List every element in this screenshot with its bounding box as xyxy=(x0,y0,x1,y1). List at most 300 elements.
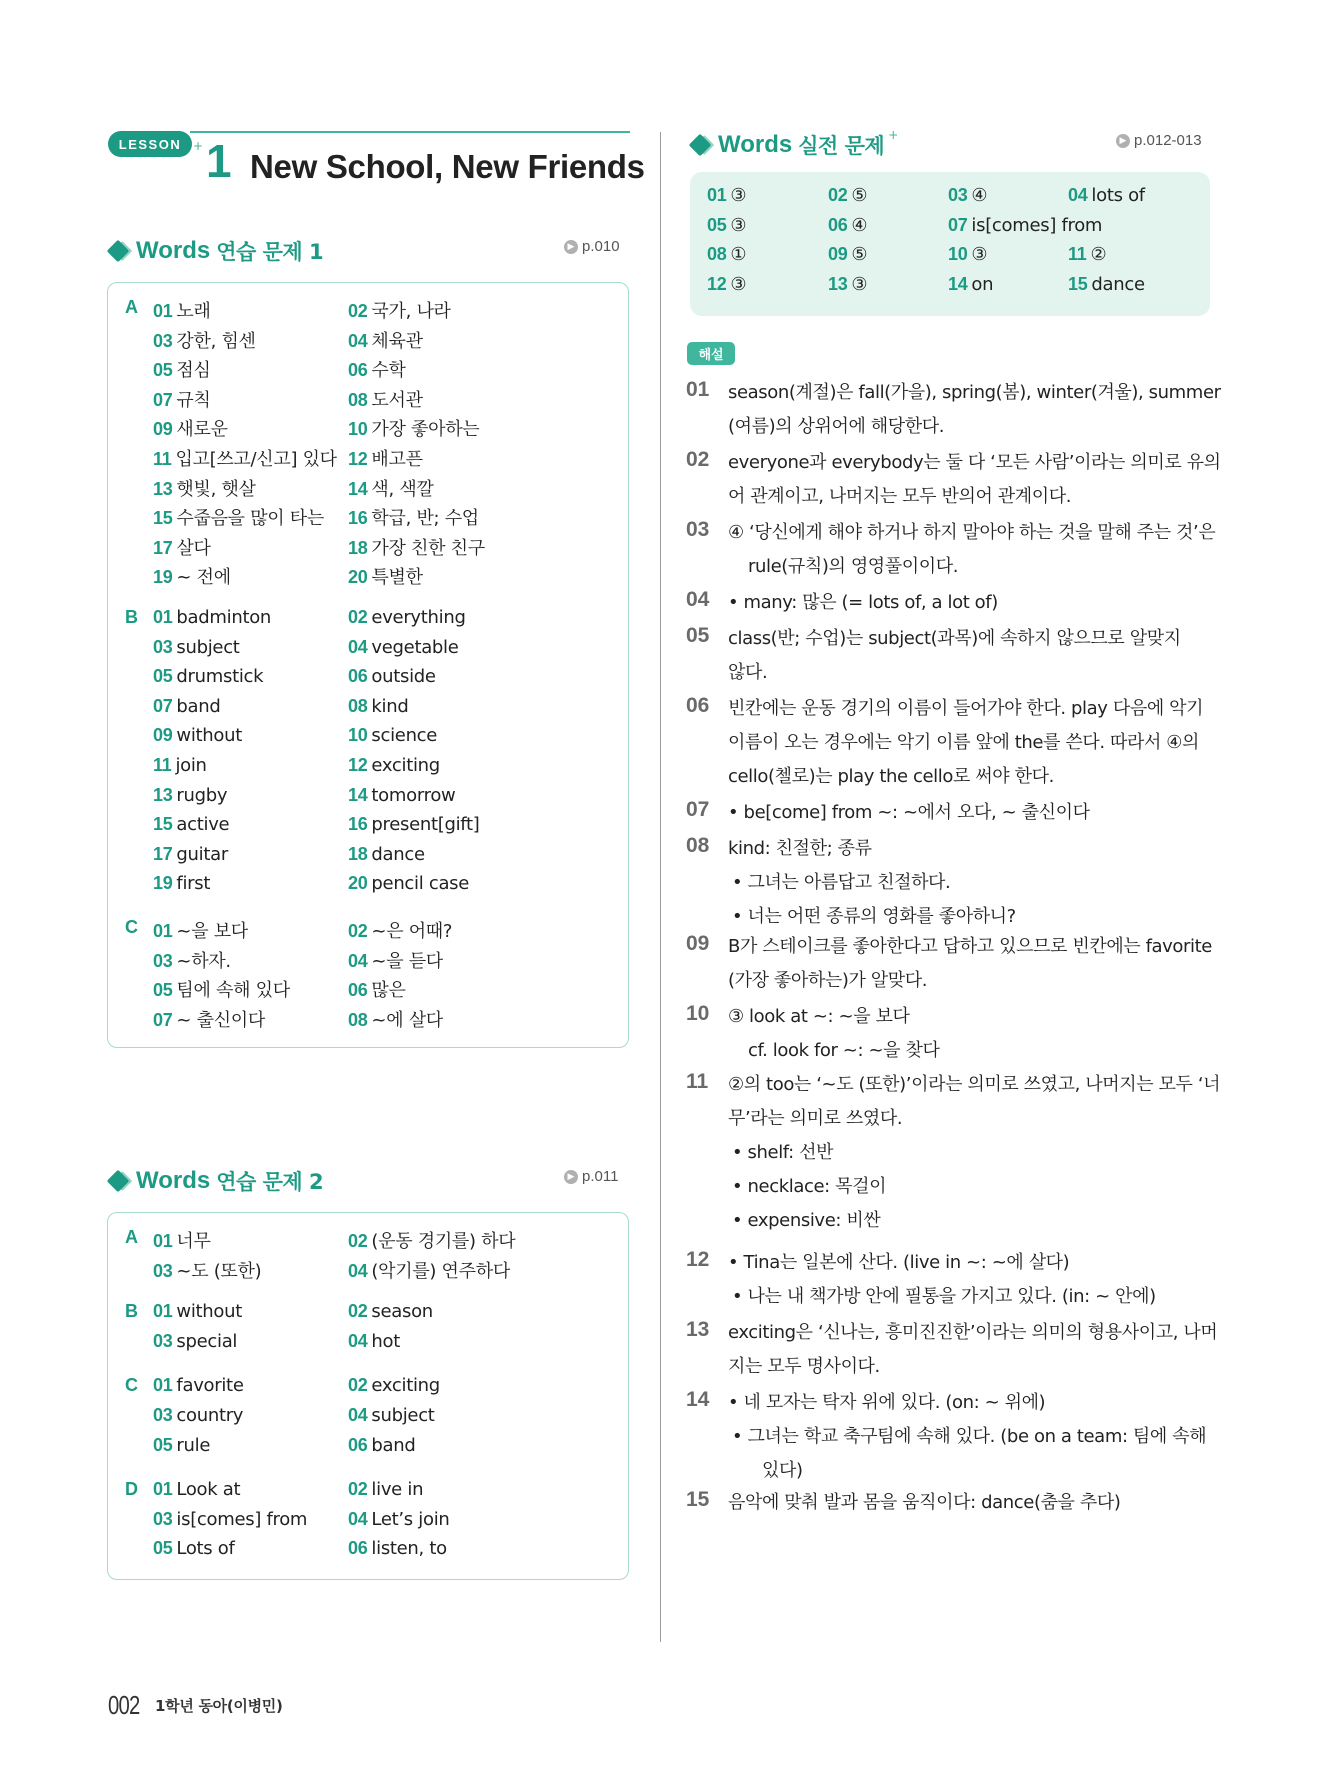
answer-number: 12 xyxy=(707,273,727,294)
word-item xyxy=(348,947,443,973)
item-number: 07 xyxy=(153,695,173,716)
plus-icon: + xyxy=(193,139,204,153)
item-number: 02 xyxy=(348,301,368,321)
explanation-line: (여름)의 상위어에 해당한다. xyxy=(728,416,945,437)
item-text: 색, 색깔 xyxy=(371,478,434,500)
item-text: first xyxy=(176,873,211,895)
word-item xyxy=(153,607,271,628)
word-item xyxy=(153,725,242,746)
word-item xyxy=(153,844,228,865)
item-number: 02 xyxy=(348,607,368,627)
item-text: Let’s join xyxy=(371,1508,450,1530)
item-text: ~을 듣다 xyxy=(371,950,443,972)
item-text: vegetable xyxy=(371,636,459,658)
item-number: 18 xyxy=(348,843,368,864)
item-text: 입고[쓰고/신고] 있다 xyxy=(175,449,337,470)
explanation-line: class(반; 수업)는 subject(과목)에 속하지 않으므로 알맞지 xyxy=(728,628,1181,649)
explanation-number: 07 xyxy=(686,798,710,821)
explanation-line: • many: 많은 (= lots of, a lot of) xyxy=(728,592,998,613)
column-divider xyxy=(660,132,661,1642)
item-number: 02 xyxy=(348,921,368,941)
explanation-number: 14 xyxy=(686,1388,710,1411)
heading-rest: 연습 문제 2 xyxy=(216,1170,324,1194)
group-letter: A xyxy=(125,1227,138,1247)
explanation-number: 15 xyxy=(686,1488,710,1511)
word-item xyxy=(153,504,324,530)
answer-number: 03 xyxy=(948,185,968,205)
item-text: ~은 어때? xyxy=(371,921,453,942)
item-text: pencil case xyxy=(371,873,470,895)
explanation-line: 있다) xyxy=(762,1460,803,1481)
word-item xyxy=(153,666,263,687)
item-number: 16 xyxy=(348,508,368,529)
group-letter: B xyxy=(125,1301,138,1322)
answer-text: ③ xyxy=(730,214,747,236)
word-item xyxy=(153,1405,243,1426)
item-number: 04 xyxy=(348,1330,368,1351)
item-text: dance xyxy=(371,843,425,865)
item-number: 06 xyxy=(348,1434,368,1455)
word-item xyxy=(153,356,211,382)
item-text: rule xyxy=(176,1434,211,1456)
item-number: 07 xyxy=(153,1009,173,1030)
word-item xyxy=(348,356,406,382)
item-number: 01 xyxy=(153,1301,173,1322)
explanation-line: • 네 모자는 탁자 위에 있다. (on: ~ 위에) xyxy=(728,1392,1046,1413)
item-number: 04 xyxy=(348,1260,368,1281)
explanation-number: 12 xyxy=(686,1248,710,1271)
word-item xyxy=(153,1509,307,1530)
word-item xyxy=(348,1509,450,1530)
item-number: 10 xyxy=(348,725,368,746)
item-number: 01 xyxy=(153,1479,173,1500)
explanation-tag: 해설 xyxy=(687,342,735,365)
item-text: Look at xyxy=(176,1479,241,1501)
word-item xyxy=(153,637,240,658)
word-item xyxy=(348,327,423,353)
explanation-number: 01 xyxy=(686,378,710,401)
arrow-right-icon: ▶ xyxy=(564,1170,578,1184)
item-text: ~ 출신이다 xyxy=(176,1009,265,1031)
word-item xyxy=(153,327,256,353)
explanation-number: 05 xyxy=(686,624,710,647)
heading-word: Words xyxy=(136,237,211,264)
item-number: 03 xyxy=(153,1330,173,1351)
word-item xyxy=(153,415,228,441)
item-text: favorite xyxy=(176,1375,244,1397)
word-item xyxy=(153,445,337,471)
item-text: 강한, 힘센 xyxy=(176,330,256,352)
practice1-page-ref: ▶ p.010 xyxy=(564,238,620,255)
answer-box xyxy=(690,172,1210,316)
item-text: everything xyxy=(371,607,466,628)
explanation-line: rule(규칙)의 영영풀이이다. xyxy=(748,556,959,577)
item-number: 14 xyxy=(348,784,368,805)
item-text: 규칙 xyxy=(176,389,211,411)
explanation-line: • necklace: 목걸이 xyxy=(732,1176,887,1197)
word-item xyxy=(348,563,423,589)
answer-item xyxy=(948,215,1102,236)
word-item xyxy=(153,1435,210,1456)
item-text: 새로운 xyxy=(176,419,228,441)
item-number: 13 xyxy=(153,784,173,805)
explanation-line: 무’라는 의미로 쓰였다. xyxy=(728,1108,903,1129)
practice2-heading xyxy=(110,1166,323,1196)
item-number: 06 xyxy=(348,360,368,381)
explanation-line: everyone과 everybody는 둘 다 ‘모든 사람’이라는 의미로 유의 xyxy=(728,452,1221,473)
lesson-badge: LESSON xyxy=(108,131,192,157)
item-number: 16 xyxy=(348,814,368,835)
item-text: kind xyxy=(371,695,409,717)
word-item xyxy=(153,755,207,776)
item-number: 06 xyxy=(348,980,368,1001)
item-number: 15 xyxy=(153,814,173,835)
real-test-heading xyxy=(692,130,898,160)
item-number: 06 xyxy=(348,1538,368,1559)
answer-item xyxy=(1068,185,1145,206)
item-text: 많은 xyxy=(371,980,406,1002)
item-text: ~에 살다 xyxy=(371,1009,443,1031)
explanation-number: 08 xyxy=(686,834,710,857)
explanation-line: (가장 좋아하는)가 알맞다. xyxy=(728,970,928,991)
item-text: 노래 xyxy=(176,301,211,322)
item-number: 12 xyxy=(348,755,368,775)
answer-number: 08 xyxy=(707,244,727,264)
word-item xyxy=(348,297,451,323)
answer-text: ① xyxy=(730,244,747,265)
word-item xyxy=(348,504,479,530)
item-number: 08 xyxy=(348,1009,368,1030)
item-number: 12 xyxy=(348,449,368,469)
word-item xyxy=(348,386,423,412)
word-item xyxy=(348,755,440,776)
word-item xyxy=(153,534,211,560)
explanation-number: 11 xyxy=(686,1070,709,1093)
word-item xyxy=(153,1331,237,1352)
answer-text: ③ xyxy=(730,273,747,295)
word-item xyxy=(348,1479,423,1500)
item-text: drumstick xyxy=(176,666,264,688)
word-item xyxy=(348,844,425,865)
explanation-line: 지는 모두 명사이다. xyxy=(728,1356,880,1377)
word-item xyxy=(348,1301,433,1322)
answer-text: ④ xyxy=(971,185,988,206)
item-number: 04 xyxy=(348,1508,368,1529)
item-number: 03 xyxy=(153,950,173,971)
arrow-right-icon: ▶ xyxy=(564,240,578,254)
word-item xyxy=(348,666,436,687)
item-number: 09 xyxy=(153,419,173,440)
item-text: live in xyxy=(371,1479,424,1501)
answer-text: ⑤ xyxy=(851,185,868,206)
heading-rest: 연습 문제 1 xyxy=(216,240,324,264)
item-text: 살다 xyxy=(176,537,211,559)
answer-item xyxy=(707,244,746,265)
explanation-line: 빈칸에는 운동 경기의 이름이 들어가야 한다. play 다음에 악기 xyxy=(728,698,1204,719)
item-text: hot xyxy=(371,1330,401,1352)
answer-number: 06 xyxy=(828,214,848,235)
answer-item xyxy=(707,185,746,206)
item-number: 06 xyxy=(348,666,368,687)
word-item xyxy=(348,534,485,560)
item-text: 점심 xyxy=(176,360,211,382)
item-number: 01 xyxy=(153,1375,173,1396)
item-text: 특별한 xyxy=(371,567,423,589)
item-text: 학급, 반; 수업 xyxy=(371,508,479,530)
item-text: without xyxy=(176,1301,242,1323)
item-text: band xyxy=(371,1434,416,1456)
word-item xyxy=(153,1006,265,1032)
lesson-number: 1 xyxy=(206,135,232,187)
explanation-line: ③ look at ~: ~을 보다 xyxy=(728,1006,910,1027)
diamond-icon xyxy=(107,240,130,263)
item-number: 02 xyxy=(348,1479,368,1500)
explanation-line: 어 관계이고, 나머지는 모두 반의어 관계이다. xyxy=(728,486,1072,507)
word-item xyxy=(348,445,423,471)
word-item xyxy=(153,917,248,943)
item-text: exciting xyxy=(371,1375,440,1397)
answer-text: on xyxy=(971,273,994,295)
answer-number: 10 xyxy=(948,244,968,264)
heading-word: Words xyxy=(136,1167,211,1194)
item-number: 01 xyxy=(153,921,173,941)
answer-text: dance xyxy=(1091,273,1145,295)
answer-text: ③ xyxy=(730,185,747,206)
word-item xyxy=(348,1006,443,1032)
item-number: 01 xyxy=(153,607,173,627)
item-number: 17 xyxy=(153,843,173,864)
explanation-line: B가 스테이크를 좋아한다고 답하고 있으므로 빈칸에는 favorite xyxy=(728,936,1212,957)
item-text: rugby xyxy=(176,784,228,806)
answer-item xyxy=(828,274,867,295)
item-number: 03 xyxy=(153,1405,173,1425)
item-text: 도서관 xyxy=(371,389,423,411)
item-number: 01 xyxy=(153,301,173,321)
item-number: 10 xyxy=(348,419,368,440)
page-number: 002 xyxy=(108,1690,140,1720)
plus-icon: + xyxy=(888,128,899,142)
group-letter: D xyxy=(125,1479,138,1500)
item-text: ~하자. xyxy=(176,950,231,972)
explanation-number: 06 xyxy=(686,694,710,717)
item-text: 수줍음을 많이 타는 xyxy=(176,508,324,530)
item-text: Lots of xyxy=(176,1538,235,1560)
explanation-number: 09 xyxy=(686,932,710,955)
item-number: 18 xyxy=(348,537,368,558)
group-letter: C xyxy=(125,917,138,937)
word-item xyxy=(348,637,459,658)
word-item xyxy=(153,1301,242,1322)
item-number: 02 xyxy=(348,1301,368,1322)
word-item xyxy=(348,696,408,717)
real-test-page-ref: ▶ p.012-013 xyxy=(1116,132,1202,149)
heading-rest: 실전 문제 xyxy=(798,134,885,158)
explanation-number: 04 xyxy=(686,588,710,611)
answer-text: ⑤ xyxy=(851,244,868,265)
word-item xyxy=(348,1227,515,1253)
word-item xyxy=(348,1538,447,1559)
answer-number: 14 xyxy=(948,273,968,294)
word-item xyxy=(348,785,455,806)
item-number: 13 xyxy=(153,478,173,499)
explanation-line: • 그녀는 학교 축구팀에 속해 있다. (be on a team: 팀에 속해 xyxy=(732,1426,1207,1447)
word-item xyxy=(153,696,221,717)
word-item xyxy=(153,475,256,501)
word-item xyxy=(153,1257,261,1283)
item-number: 05 xyxy=(153,1434,173,1455)
group-letter: C xyxy=(125,1375,138,1396)
item-number: 01 xyxy=(153,1231,173,1251)
explanation-line: • 나는 내 책가방 안에 필통을 가지고 있다. (in: ~ 안에) xyxy=(732,1286,1156,1307)
word-item xyxy=(153,785,227,806)
answer-number: 05 xyxy=(707,214,727,235)
word-item xyxy=(348,1405,435,1426)
word-item xyxy=(348,1331,400,1352)
item-text: season xyxy=(371,1301,433,1323)
practice2-page-ref: ▶ p.011 xyxy=(564,1168,618,1185)
lesson-top-rule xyxy=(190,131,630,133)
practice2-box xyxy=(107,1212,629,1580)
word-item xyxy=(348,1375,440,1396)
answer-text: ③ xyxy=(851,273,868,295)
item-number: 02 xyxy=(348,1231,368,1251)
item-text: 가장 좋아하는 xyxy=(371,419,480,441)
word-item xyxy=(153,1479,240,1500)
practice1-heading xyxy=(110,236,323,266)
answer-text: is[comes] from xyxy=(971,214,1103,236)
item-number: 04 xyxy=(348,950,368,971)
item-number: 05 xyxy=(153,666,173,687)
item-text: is[comes] from xyxy=(176,1508,308,1530)
word-item xyxy=(348,1257,510,1283)
item-number: 19 xyxy=(153,567,173,588)
item-text: special xyxy=(176,1330,238,1352)
item-number: 04 xyxy=(348,330,368,351)
item-text: country xyxy=(176,1405,244,1426)
item-number: 09 xyxy=(153,725,173,746)
word-item xyxy=(153,873,210,894)
word-item xyxy=(348,814,480,835)
word-item xyxy=(153,947,231,973)
explanation-line: 않다. xyxy=(728,662,768,683)
word-item xyxy=(153,976,290,1002)
item-text: 체육관 xyxy=(371,330,423,352)
group-letter: B xyxy=(125,607,138,627)
explanation-line: cf. look for ~: ~을 찾다 xyxy=(748,1040,940,1061)
item-number: 03 xyxy=(153,1260,173,1281)
item-text: active xyxy=(176,814,230,836)
item-number: 08 xyxy=(348,389,368,410)
item-text: 수학 xyxy=(371,360,406,382)
item-number: 14 xyxy=(348,478,368,499)
word-item xyxy=(153,386,211,412)
answer-number: 09 xyxy=(828,244,848,264)
answer-number: 15 xyxy=(1068,273,1088,294)
item-text: ~도 (또한) xyxy=(176,1260,262,1282)
answer-item xyxy=(948,185,987,206)
practice1-box xyxy=(107,282,629,1048)
item-text: without xyxy=(176,725,242,747)
explanation-line: ②의 too는 ‘~도 (또한)’이라는 의미로 쓰였고, 나머지는 모두 ‘너 xyxy=(728,1074,1221,1095)
heading-word: Words xyxy=(718,131,793,158)
item-number: 20 xyxy=(348,567,368,588)
explanation-line: season(계절)은 fall(가을), spring(봄), winter(겨울), summer xyxy=(728,382,1221,403)
item-number: 20 xyxy=(348,873,368,894)
answer-item xyxy=(707,215,746,236)
item-number: 19 xyxy=(153,873,173,894)
answer-number: 13 xyxy=(828,273,848,294)
item-text: 너무 xyxy=(176,1231,211,1252)
item-text: 팀에 속해 있다 xyxy=(176,980,290,1002)
item-number: 08 xyxy=(348,695,368,716)
answer-number: 11 xyxy=(1068,244,1087,264)
item-number: 02 xyxy=(348,1375,368,1396)
word-item xyxy=(153,814,229,835)
item-text: ~을 보다 xyxy=(176,921,248,942)
item-number: 05 xyxy=(153,360,173,381)
item-number: 04 xyxy=(348,1405,368,1425)
word-item xyxy=(153,1227,211,1253)
explanation-line: • Tina는 일본에 산다. (live in ~: ~에 살다) xyxy=(728,1252,1070,1273)
group-letter: A xyxy=(125,297,138,317)
item-text: subject xyxy=(176,636,240,658)
explanation-number: 13 xyxy=(686,1318,710,1341)
answer-number: 01 xyxy=(707,185,727,205)
lesson-title: New School, New Friends xyxy=(250,148,645,185)
word-item xyxy=(348,917,452,943)
word-item xyxy=(153,1538,235,1559)
item-text: 햇빛, 햇살 xyxy=(176,478,256,500)
answer-item xyxy=(828,185,867,206)
item-text: 국가, 나라 xyxy=(371,301,451,322)
answer-item xyxy=(948,274,993,295)
item-number: 05 xyxy=(153,1538,173,1559)
explanation-line: kind: 친절한; 종류 xyxy=(728,838,872,859)
footer-text: 1학년 동아(이병민) xyxy=(155,1697,283,1715)
item-number: 11 xyxy=(153,755,172,775)
word-item xyxy=(348,725,437,746)
arrow-right-icon: ▶ xyxy=(1116,134,1130,148)
answer-item xyxy=(707,274,746,295)
answer-item xyxy=(1068,274,1145,295)
explanation-number: 03 xyxy=(686,518,710,541)
item-number: 03 xyxy=(153,636,173,657)
explanation-number: 10 xyxy=(686,1002,710,1025)
item-number: 04 xyxy=(348,636,368,657)
explanation-line: • shelf: 선반 xyxy=(732,1142,834,1163)
explanation-line: ④ ‘당신에게 해야 하거나 하지 말아야 하는 것을 말해 주는 것’은 xyxy=(728,522,1216,543)
item-text: join xyxy=(175,755,207,776)
item-text: band xyxy=(176,695,221,717)
answer-item xyxy=(828,244,867,265)
item-text: tomorrow xyxy=(371,784,456,806)
word-item xyxy=(348,607,466,628)
explanation-line: 음악에 맞춰 발과 몸을 움직이다: dance(춤을 추다) xyxy=(728,1492,1121,1513)
item-text: 가장 친한 친구 xyxy=(371,537,485,559)
item-text: guitar xyxy=(176,843,228,865)
item-text: badminton xyxy=(176,607,272,628)
explanation-line: • be[come] from ~: ~에서 오다, ~ 출신이다 xyxy=(728,802,1090,823)
item-text: listen, to xyxy=(371,1538,447,1560)
word-item xyxy=(153,297,211,323)
word-item xyxy=(348,976,406,1002)
item-text: exciting xyxy=(371,755,440,776)
word-item xyxy=(153,563,231,589)
answer-text: ③ xyxy=(971,244,988,265)
answer-item xyxy=(1068,244,1106,265)
item-text: present[gift] xyxy=(371,814,480,836)
item-number: 15 xyxy=(153,508,173,529)
